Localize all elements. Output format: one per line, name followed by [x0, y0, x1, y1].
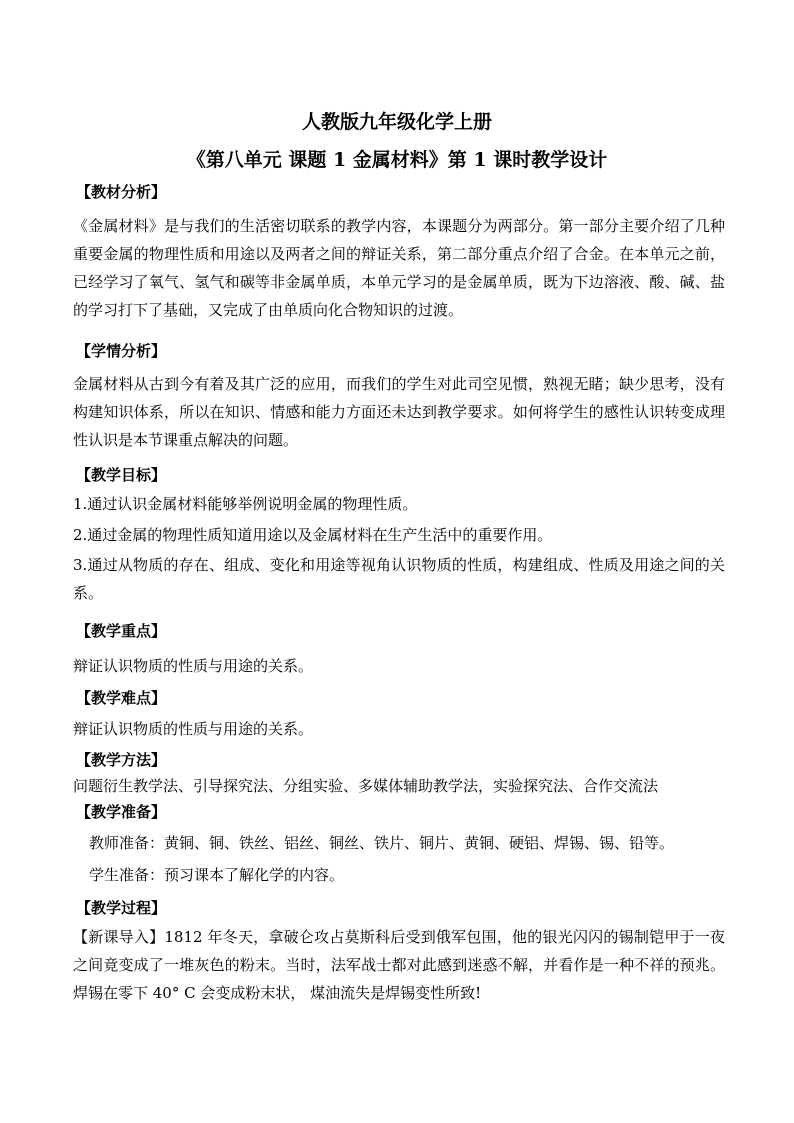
document-title: 人教版九年级化学上册 [301, 111, 492, 133]
objective-item-3: 3.通过从物质的存在、组成、变化和用途等视角认识物质的性质，构建组成、性质及用途之间的关系。 [73, 556, 725, 602]
section-heading-methods: 【教学方法】 [76, 751, 167, 769]
section-heading-difficulties: 【教学难点】 [76, 689, 167, 707]
document-subtitle: 《第八单元 课题 1 金属材料》第 1 课时教学设计 [186, 149, 608, 171]
section-body-process: 【新课导入】1812 年冬天，拿破仑攻占莫斯科后受到俄军包围，他的银光闪闪的锡制铠甲于一夜之间竟变成了一堆灰色的粉末。当时，法军战士都对此感到迷惑不解，并看作是一种不祥的预兆。焊锡在零下 40° C 会变成粉末状， 煤油流失是焊锡变性所致! [73, 928, 725, 1002]
section-heading-textbook-analysis: 【教材分析】 [76, 183, 167, 201]
section-body-key-points: 辩证认识物质的性质与用途的关系。 [73, 657, 314, 675]
objective-item-2: 2.通过金属的物理性质知道用途以及金属材料在生产生活中的重要作用。 [73, 526, 553, 544]
section-heading-process: 【教学过程】 [76, 899, 167, 917]
section-body-methods: 问题衍生教学法、引导探究法、分组实验、多媒体辅助教学法，实验探究法、合作交流法 [73, 777, 659, 795]
section-heading-objectives: 【教学目标】 [76, 466, 167, 484]
section-body-difficulties: 辩证认识物质的性质与用途的关系。 [73, 720, 314, 738]
objective-item-1: 1.通过认识金属材料能够举例说明金属的物理性质。 [73, 495, 418, 513]
section-heading-preparation: 【教学准备】 [76, 803, 167, 821]
preparation-teacher: 教师准备：黄铜、铜、铁丝、铝丝、铜丝、铁片、铜片、黄铜、硬铝、焊锡、锡、铅等。 [89, 834, 675, 852]
section-heading-student-analysis: 【学情分析】 [76, 342, 167, 360]
section-body-student-analysis: 金属材料从古到今有着及其广泛的应用，而我们的学生对此司空见惯，熟视无睹；缺少思考，没有构建知识体系，所以在知识、情感和能力方面还未达到教学要求。如何将学生的感性认识转变成理性认识是本节课重点解决的问题。 [73, 375, 725, 449]
section-heading-key-points: 【教学重点】 [76, 622, 167, 640]
section-body-textbook-analysis: 《金属材料》是与我们的生活密切联系的教学内容，本课题分为两部分。第一部分主要介绍了几种重要金属的物理性质和用途以及两者之间的辩证关系，第二部分重点介绍了合金。在本单元之前，已经学习了氧气、氢气和碳等非金属单质，本单元学习的是金属单质，既为下边溶液、酸、碱、盐的学习打下了基础，又完成了由单质向化合物知识的过渡。 [73, 217, 725, 319]
preparation-student: 学生准备：预习课本了解化学的内容。 [89, 866, 345, 884]
